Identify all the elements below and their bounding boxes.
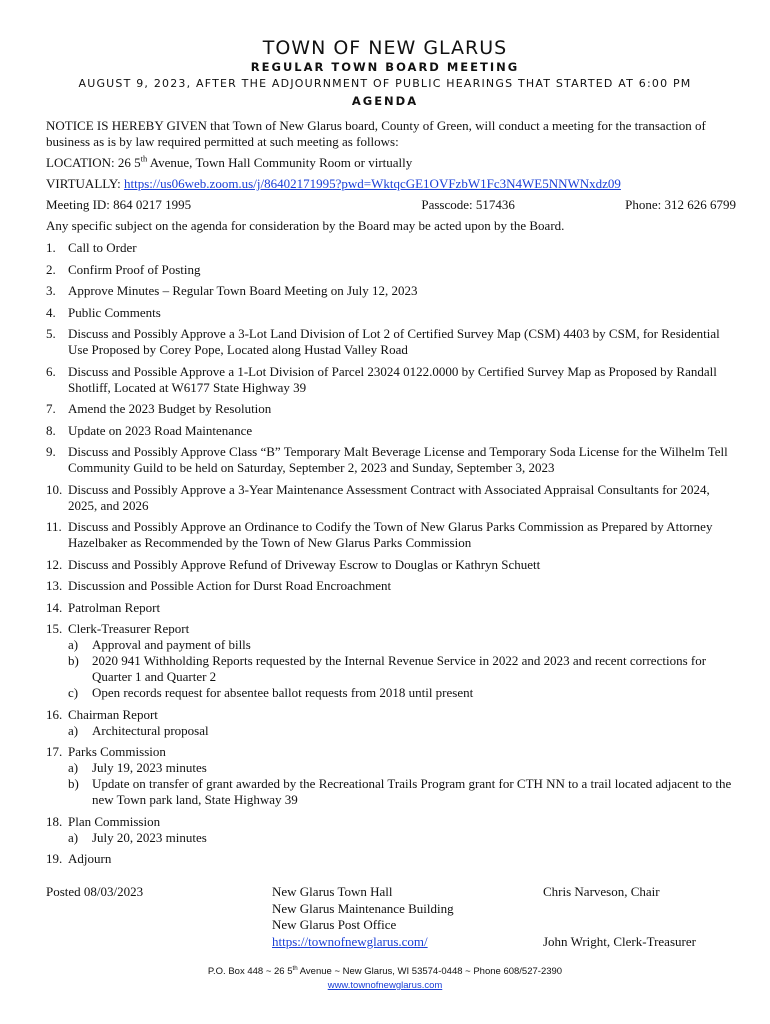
location-prefix: LOCATION: 26 5 — [46, 155, 141, 170]
agenda-item — [46, 600, 736, 616]
posting-locations — [272, 884, 454, 950]
agenda-item-number: 16. — [46, 706, 63, 722]
footer-address-prefix: P.O. Box 448 ~ 26 5 — [207, 966, 293, 977]
agenda-subitem — [68, 723, 736, 739]
zoom-link[interactable]: https://us06web.zoom.us/j/86402171995?pwd=WktqcGE1OVFzbW1Fc3N4WE5NNWNxdz09 — [123, 176, 621, 191]
agenda-subitem-text: Update on transfer of grant awarded by the Recreational Trails Program grant for CTH NN to a trail located adjacent to the new Town park land, State Highway 39 — [92, 776, 732, 807]
posting-location: New Glarus Maintenance Building — [272, 900, 454, 916]
location-sup: th — [140, 153, 148, 164]
footer-address-suffix: Avenue ~ New Glarus, WI 53574-0448 ~ Phone 608/527-2390 — [297, 966, 563, 977]
agenda-item — [46, 326, 736, 358]
agenda-item-number: 8. — [46, 422, 56, 438]
agenda-item — [46, 578, 736, 594]
agenda-subitems — [68, 830, 736, 846]
agenda-item — [46, 444, 736, 476]
posting-location: New Glarus Post Office — [272, 917, 397, 932]
virtual-line — [46, 176, 736, 192]
agenda-item-text: Discuss and Possible Approve a 1-Lot Division of Parcel 23024 0122.0000 by Certified Survey Map as Proposed by Randall Shotliff, Located at W6177 State Highway 39 — [68, 363, 717, 395]
notice-paragraph: NOTICE IS HEREBY GIVEN that Town of New Glarus board, County of Green, will conduct a meeting for the transaction of business as is by law required permitted at such meeting as follows: — [46, 118, 706, 149]
agenda-subitem-text: July 19, 2023 minutes — [92, 760, 207, 775]
agenda-item-number: 9. — [46, 444, 56, 459]
agenda-item — [46, 305, 736, 321]
agenda-item — [46, 814, 736, 846]
agenda-subitem — [68, 653, 736, 685]
meeting-id: Meeting ID: 864 0217 1995 — [46, 197, 192, 212]
location-suffix: Avenue, Town Hall Community Room or virtually — [147, 155, 413, 170]
virtual-label: VIRTUALLY: — [46, 176, 124, 191]
agenda-item-text: Discuss and Possibly Approve a 3-Year Maintenance Assessment Contract with Associated Appraisal Consultants for 2024, 2025, and 2026 — [68, 481, 710, 513]
agenda-subitem-letter: a) — [68, 829, 79, 845]
agenda-item-number: 15. — [46, 621, 63, 636]
any-subject-line: Any specific subject on the agenda for consideration by the Board may be acted upon by the Board. — [46, 218, 565, 233]
agenda-item — [46, 401, 736, 417]
agenda-item-text: Discuss and Possibly Approve Refund of Driveway Escrow to Douglas or Kathryn Schuett — [68, 556, 541, 572]
agenda-item-text: Discuss and Possibly Approve a 3-Lot Land Division of Lot 2 of Certified Survey Map (CSM) 4403 by CSM, for Residential Use Proposed by Corey Pope, Located along Hustad Valley Road — [68, 326, 720, 357]
agenda-item-number: 11. — [46, 519, 62, 534]
agenda-item-text: Confirm Proof of Posting — [68, 261, 201, 277]
agenda-item-text: Plan Commission — [68, 813, 161, 829]
document-title: TOWN OF NEW GLARUS — [262, 37, 508, 59]
agenda-item-text: Adjourn — [68, 851, 112, 866]
agenda-subitem — [68, 685, 736, 701]
agenda-item-text: Chairman Report — [68, 706, 158, 722]
agenda-subitem — [68, 637, 736, 653]
agenda-item-number: 7. — [46, 401, 56, 416]
agenda-item — [46, 423, 736, 439]
passcode: Passcode: 517436 — [421, 197, 515, 212]
agenda-subitem-text: 2020 941 Withholding Reports requested by the Internal Revenue Service in 2022 and 2023 and recent corrections for Quarter 1 and Quarter 2 — [92, 653, 707, 684]
agenda-subitem-text: Architectural proposal — [92, 722, 209, 738]
agenda-item-text: Approve Minutes – Regular Town Board Meeting on July 12, 2023 — [68, 283, 418, 298]
chair-signature: Chris Narveson, Chair — [543, 884, 660, 899]
agenda-subitems — [68, 637, 736, 701]
agenda-items-list — [46, 240, 736, 867]
agenda-item-number: 6. — [46, 363, 56, 379]
agenda-content — [46, 118, 736, 873]
town-website-link[interactable]: https://townofnewglarus.com/ — [272, 933, 428, 949]
agenda-subitem — [68, 760, 736, 776]
agenda-subitem-letter: a) — [68, 722, 79, 738]
agenda-subitem-text: Open records request for absentee ballot requests from 2018 until present — [92, 685, 474, 700]
agenda-subitem-text: Approval and payment of bills — [92, 637, 251, 652]
agenda-item-text: Discuss and Possibly Approve Class “B” Temporary Malt Beverage License and Temporary Soda License for the Wilhelm Tell Community Guild to be held on Saturday, September 2, 2023 and Sunday, September 3, 2023 — [68, 444, 728, 475]
agenda-item-text: Call to Order — [68, 240, 137, 255]
agenda-subitem-letter: a) — [68, 637, 79, 652]
agenda-item-number: 12. — [46, 556, 63, 572]
footer-address-sup: th — [292, 964, 298, 972]
agenda-item — [46, 240, 736, 256]
agenda-subitem-letter: a) — [68, 760, 79, 775]
agenda-item-text: Public Comments — [68, 304, 161, 320]
agenda-item — [46, 557, 736, 573]
agenda-item — [46, 707, 736, 739]
agenda-item — [46, 744, 736, 808]
meeting-info-row — [46, 197, 736, 213]
agenda-subitem-letter: b) — [68, 776, 79, 791]
footer-website-link[interactable]: www.townofnewglarus.com — [327, 980, 443, 991]
agenda-item-number: 3. — [46, 283, 56, 298]
agenda-item — [46, 364, 736, 396]
agenda-subitem-letter: b) — [68, 653, 79, 668]
agenda-subitem — [68, 830, 736, 846]
agenda-item-number: 5. — [46, 326, 56, 341]
agenda-item-number: 17. — [46, 744, 63, 759]
agenda-subitems — [68, 760, 736, 808]
meeting-date-line: AUGUST 9, 2023, AFTER THE ADJOURNMENT OF PUBLIC HEARINGS THAT STARTED AT 6:00 PM — [78, 77, 692, 90]
posted-date: Posted 08/03/2023 — [46, 884, 144, 899]
agenda-item-number: 19. — [46, 851, 63, 866]
agenda-item-text: Parks Commission — [68, 744, 166, 759]
agenda-subitem — [68, 776, 736, 808]
agenda-item-text: Discussion and Possible Action for Durst Road Encroachment — [68, 578, 392, 593]
agenda-item-text: Amend the 2023 Budget by Resolution — [68, 401, 272, 416]
location-line — [46, 155, 736, 171]
phone: Phone: 312 626 6799 — [625, 197, 736, 212]
page-footer — [0, 965, 770, 993]
agenda-item-number: 1. — [46, 240, 56, 255]
agenda-item-text: Clerk-Treasurer Report — [68, 621, 190, 636]
agenda-subitem-text: July 20, 2023 minutes — [92, 829, 207, 845]
agenda-item-text: Patrolman Report — [68, 599, 161, 615]
agenda-subitems — [68, 723, 736, 739]
agenda-item — [46, 851, 736, 867]
agenda-item-number: 10. — [46, 481, 63, 497]
agenda-item-number: 13. — [46, 578, 63, 593]
agenda-item — [46, 482, 736, 514]
agenda-item-text: Discuss and Possibly Approve an Ordinance to Codify the Town of New Glarus Parks Commission as Prepared by Attorney Hazelbaker as Recommended by the Town of New Glarus Parks Commission — [68, 519, 713, 550]
agenda-item-number: 2. — [46, 261, 56, 277]
agenda-item — [46, 262, 736, 278]
agenda-heading: AGENDA — [351, 94, 419, 108]
agenda-item — [46, 621, 736, 701]
agenda-item-text: Update on 2023 Road Maintenance — [68, 422, 253, 438]
clerk-signature: John Wright, Clerk-Treasurer — [543, 934, 696, 949]
agenda-item — [46, 519, 736, 551]
agenda-item-number: 14. — [46, 599, 63, 615]
meeting-type: REGULAR TOWN BOARD MEETING — [250, 60, 520, 74]
agenda-subitem-letter: c) — [68, 685, 79, 700]
agenda-item-number: 18. — [46, 813, 63, 829]
agenda-item-number: 4. — [46, 304, 56, 320]
footer-address — [0, 965, 770, 979]
agenda-item — [46, 283, 736, 299]
posting-location: New Glarus Town Hall — [272, 884, 393, 899]
